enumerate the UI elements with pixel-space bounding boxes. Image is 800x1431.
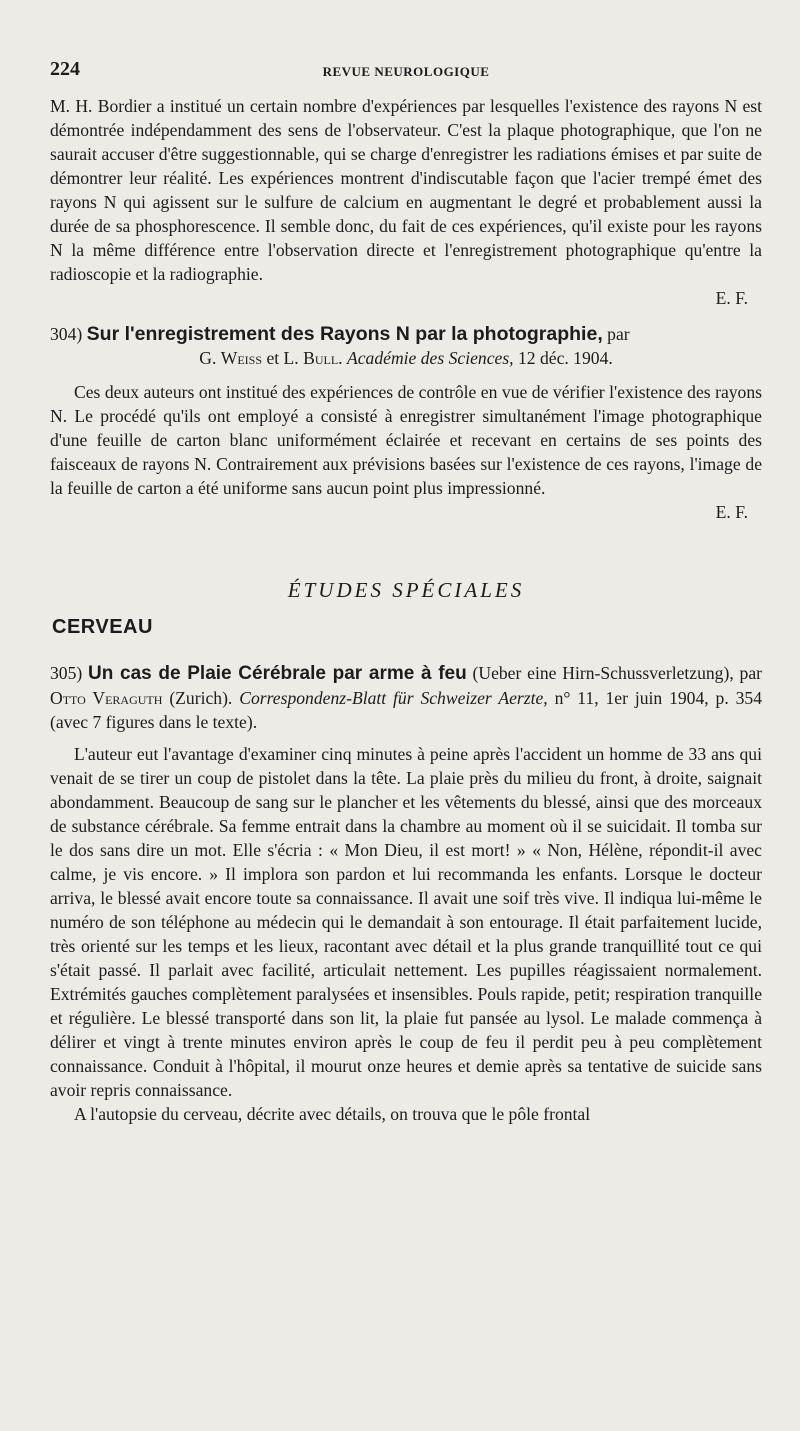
page-number: 224: [50, 58, 80, 80]
entry-304-heading: [50, 322, 762, 346]
entry-305-title: Un cas de Plaie Cérébrale par arme à feu: [88, 663, 467, 684]
and-word: et: [266, 348, 280, 368]
entry-305-author: Otto Veraguth: [50, 688, 163, 708]
entry-305-heading: [50, 661, 762, 734]
entry-304-title: Sur l'enregistrement des Rayons N par la photographie,: [86, 323, 603, 345]
journal-title: REVUE NEUROLOGIQUE: [322, 64, 490, 79]
entry-305-paragraph-1: L'auteur eut l'avantage d'examiner cinq minutes à peine après l'accident un homme de 33 ans qui venait de se tirer un coup de pistolet dans la tête. La plaie près du milieu du front, à droite, saignait abondamment. Beaucoup de sang sur le plancher et les vêtements du blessé, ainsi que des morceaux de substance cérébrale. Sa femme entrait dans la chambre au moment où il se suicidait. Il tomba sur le dos sans dire un mot. Elle s'écria : « Mon Dieu, il est mort! » « Non, Hélène, répondit-il avec calme, je vis encore. » Il implora son pardon et lui recommanda les enfants. Lorsque le docteur arriva, le blessé avait encore toute sa connaissance. Il avait une soif très vive. Il indiqua lui-même le numéro de son téléphone au médecin qui le demandait à son entourage. Il était parfaitement lucide, très orienté sur les temps et les lieux, racontant avec détail et la plus grande tranquillité tout ce qui s'était passé. Il parlait avec facilité, articulait nettement. Les pupilles réagissaient normalement. Extrémités gauches complètement paralysées et insensibles. Pouls rapide, petit; respiration tranquille et régulière. Le blessé transporté dans son lit, la plaie fut pansée au lysol. Le malade commença à délirer et vingt à trente minutes environ après le coup de feu il perdit peu à peu complètement connaissance. Conduit à l'hôpital, il mourut onze heures et demie après sa tentative de suicide sans avoir repris connaissance.: [50, 744, 762, 1100]
entry-305-german-title: (Ueber eine Hirn-Schussverletzung),: [472, 663, 734, 683]
author-2-initial: L.: [283, 348, 299, 368]
entry-305-paragraph-2: A l'autopsie du cerveau, décrite avec détails, on trouva que le pôle frontal: [74, 1104, 591, 1124]
entry-304-citation: [50, 346, 762, 370]
entry-305-source: Correspondenz-Blatt für Schweizer Aerzte,: [239, 688, 548, 708]
running-head: [50, 58, 762, 88]
section-title: ÉTUDES SPÉCIALES: [287, 578, 525, 602]
entry-304-paragraph: Ces deux auteurs ont institué des expériences de contrôle en vue de vérifier l'existence des rayons N. Le procédé qu'ils ont employé a consisté à enregistrer simultanément l'image photographique d'une feuille de carton blanc uniformément éclairée et recevant en certains de ses points des faisceaux de rayons N. Contrairement aux prévisions basées sur l'existence de ces rayons, l'image de la feuille de carton a été uniforme sans aucun point plus impressionné.: [50, 382, 762, 498]
entry-304-date: 12 déc. 1904.: [517, 348, 613, 368]
author-2-name: Bull.: [303, 348, 343, 368]
author-1-initial: G.: [199, 348, 217, 368]
entry-305-details: n° 11, 1er juin 1904, p. 354 (avec 7 figures dans le texte).: [50, 688, 763, 732]
bordier-paragraph: M. H. Bordier a institué un certain nombre d'expériences par lesquelles l'existence des rayons N est démontrée indépendamment des sens de l'observateur. C'est la plaque photographique, que l'on ne saurait accuser d'être suggestionnable, qui se charge d'enregistrer les radiations émises et par suite de démontrer leur réalité. Les expériences montrent d'indiscutable façon que l'acier trempé émet des rayons N qui agissent sur le sulfure de calcium en augmentant le degré et probablement aussi la durée de sa phosphorescence. Il semble donc, du fait de ces expériences, qu'il existe pour les rayons N la même différence entre l'observation directe et l'enregistrement photographique qu'entre la radioscopie et la radiographie.: [50, 96, 762, 284]
entry-305-number: 305): [50, 663, 83, 683]
author-1-name: Weiss: [220, 348, 263, 368]
signature-ef-2: E. F.: [715, 502, 748, 522]
entry-304-source: Académie des Sciences,: [346, 348, 514, 368]
subsection-title: CERVEAU: [52, 616, 153, 638]
entry-305-by: par: [739, 663, 763, 683]
entry-304-by: par: [607, 324, 630, 344]
entry-304-number: 304): [50, 324, 83, 344]
entry-305-city: (Zurich).: [169, 688, 233, 708]
signature-ef-1: E. F.: [715, 288, 748, 308]
